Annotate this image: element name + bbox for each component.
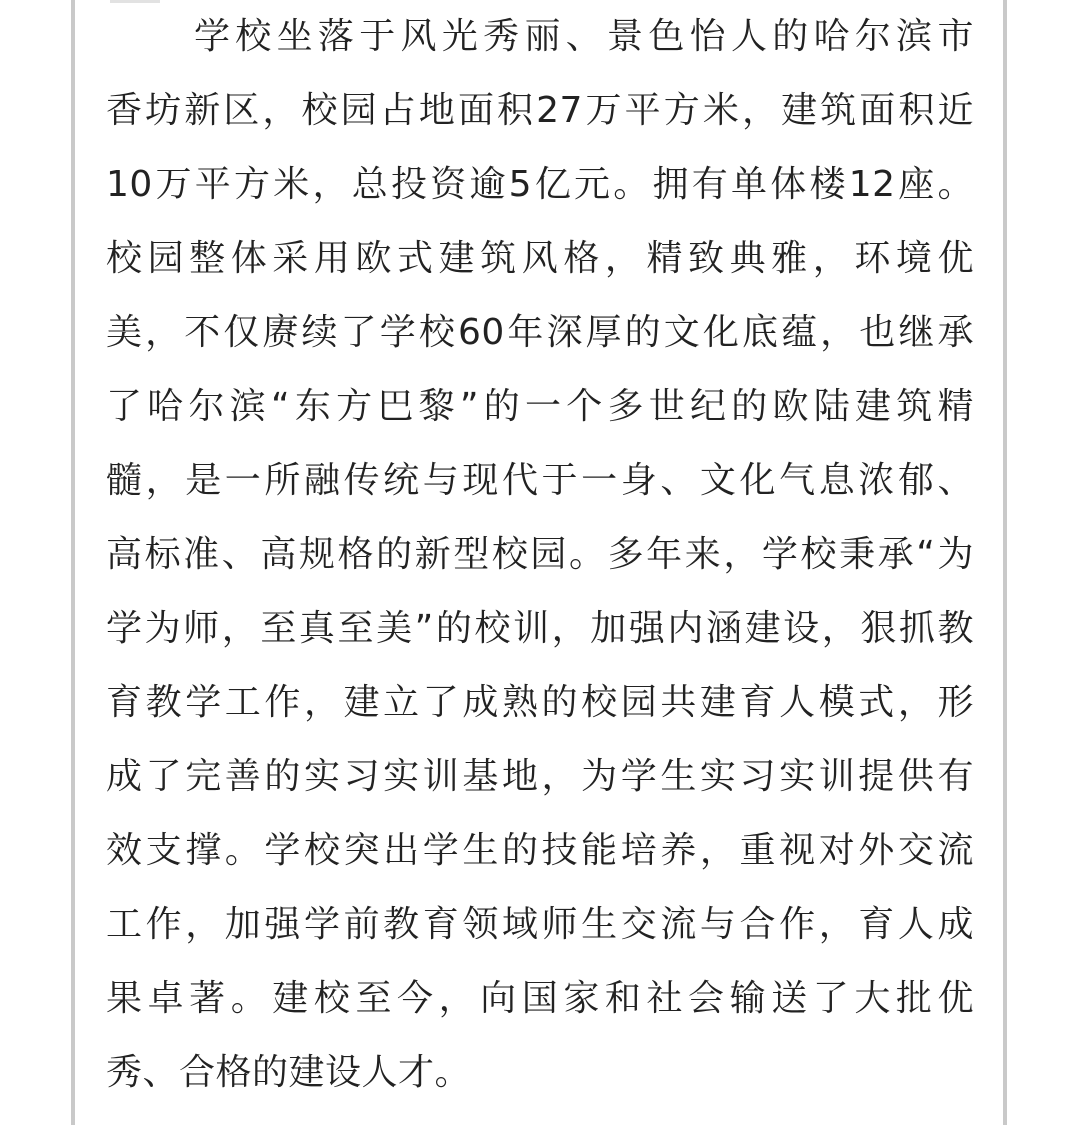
text-line-13: 工作，加强学前教育领域师生交流与合作，育人成	[106, 904, 974, 945]
text-line-7: 髓，是一所融传统与现代于一身、文化气息浓郁、	[106, 460, 974, 501]
article-paragraph	[106, 0, 974, 1110]
right-border-line	[1003, 0, 1007, 1125]
text-line-12: 效支撑。学校突出学生的技能培养，重视对外交流	[106, 830, 974, 871]
text-line-9: 学为师，至真至美”的校训，加强内涵建设，狠抓教	[106, 608, 974, 649]
text-line-11: 成了完善的实习实训基地，为学生实习实训提供有	[106, 756, 974, 797]
text-line-5: 美，不仅赓续了学校60年深厚的文化底蕴，也继承	[106, 312, 974, 353]
text-line-3: 10万平方米，总投资逾5亿元。拥有单体楼12座。	[106, 164, 974, 205]
text-line-8: 高标准、高规格的新型校园。多年来，学校秉承“为	[106, 534, 974, 575]
text-line-15: 秀、合格的建设人才。	[106, 1052, 472, 1093]
text-line-14: 果卓著。建校至今，向国家和社会输送了大批优	[106, 978, 974, 1019]
text-line-1: 学校坐落于风光秀丽、景色怡人的哈尔滨市	[194, 16, 974, 57]
text-line-10: 育教学工作，建立了成熟的校园共建育人模式，形	[106, 682, 974, 723]
left-border-line	[71, 0, 75, 1125]
text-line-4: 校园整体采用欧式建筑风格，精致典雅，环境优	[106, 238, 974, 279]
text-line-2: 香坊新区，校园占地面积27万平方米，建筑面积近	[106, 90, 974, 131]
text-line-6: 了哈尔滨“东方巴黎”的一个多世纪的欧陆建筑精	[106, 386, 974, 427]
